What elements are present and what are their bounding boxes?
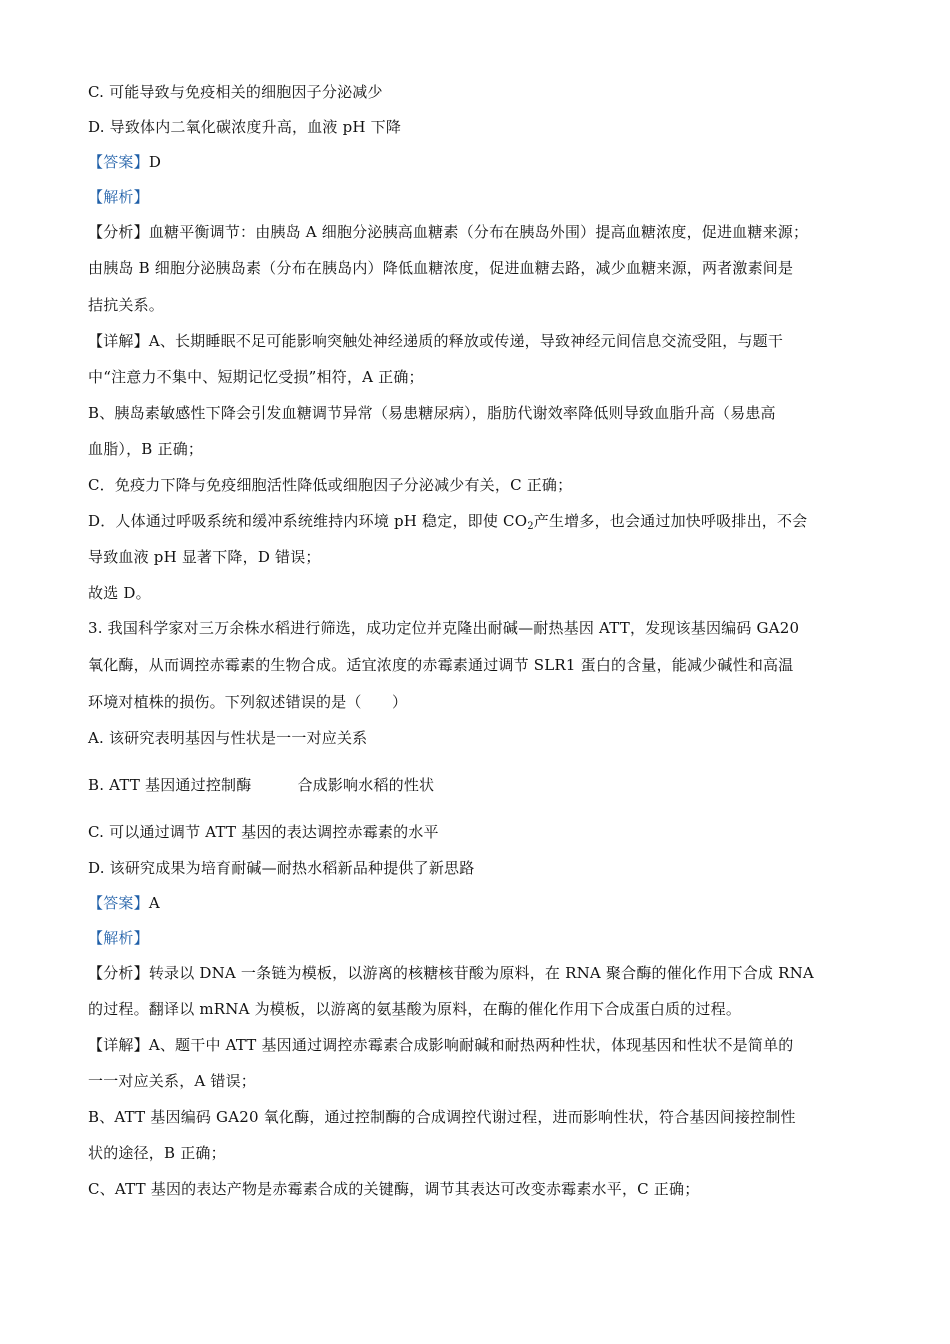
- detail-tag: 【详解】: [88, 332, 149, 350]
- q2-fenxi-line3: 拮抗关系。: [88, 296, 165, 314]
- q3-analysis-tag: 【解析】: [88, 929, 149, 947]
- q3-answer: [88, 893, 160, 913]
- q3-stem-line1: 3. 我国科学家对三万余株水稻进行筛选，成功定位并克隆出耐碱—耐热基因 ATT，发现该基因编码 GA20: [88, 619, 800, 637]
- q2-option-c: C. 可能导致与免疫相关的细胞因子分泌减少: [88, 83, 383, 101]
- q3-detail-b2: 状的途径，B 正确；: [88, 1144, 226, 1162]
- q3-fenxi-line1: 【分析】转录以 DNA 一条链为模板，以游离的核糖核苷酸为原料，在 RNA 聚合酶的催化作用下合成 RNA: [88, 964, 814, 982]
- q2-fenxi-line2: 由胰岛 B 细胞分泌胰岛素（分布在胰岛内）降低血糖浓度，促进血糖去路，减少血糖来源，两者激素间是: [88, 259, 794, 277]
- q2-analysis-tag: 【解析】: [88, 188, 149, 206]
- q3-fenxi-line2: 的过程。翻译以 mRNA 为模板，以游离的氨基酸为原料，在酶的催化作用下合成蛋白质的过程。: [88, 1000, 742, 1018]
- q3-detail-a2: 一一对应关系，A 错误；: [88, 1072, 257, 1090]
- q3-stem-line3: 环境对植株的损伤。下列叙述错误的是（ ）: [88, 693, 408, 711]
- q2-conclusion: 故选 D。: [88, 584, 151, 602]
- q2-option-d: D. 导致体内二氧化碳浓度升高，血液 pH 下降: [88, 118, 402, 136]
- detail-tag: 【详解】: [88, 1036, 149, 1054]
- q3-option-c: C. 可以通过调节 ATT 基因的表达调控赤霉素的水平: [88, 823, 439, 841]
- q2-detail-a2: 中“注意力不集中、短期记忆受损”相符，A 正确；: [88, 368, 424, 386]
- q3-option-b: B. ATT 基因通过控制酶 合成影响水稻的性状: [88, 776, 435, 794]
- answer-tag: 【答案】: [88, 153, 149, 171]
- q2-detail-a1: 【详解】A、长期睡眠不足可能影响突触处神经递质的释放或传递，导致神经元间信息交流受阻，与题干: [88, 332, 784, 350]
- q2-fenxi-line1: 【分析】血糖平衡调节：由胰岛 A 细胞分泌胰高血糖素（分布在胰岛外围）提高血糖浓度，促进血糖来源；: [88, 223, 809, 241]
- q3-option-a: A. 该研究表明基因与性状是一一对应关系: [88, 729, 368, 747]
- q2-detail-d2: 导致血液 pH 显著下降，D 错误；: [88, 548, 321, 566]
- co2-subscript: 2: [527, 521, 534, 532]
- fenxi-tag: 【分析】: [88, 223, 149, 241]
- q3-detail-a1: 【详解】A、题干中 ATT 基因通过调控赤霉素合成影响耐碱和耐热两种性状，体现基因和性状不是简单的: [88, 1036, 794, 1054]
- q2-detail-b2: 血脂），B 正确；: [88, 440, 204, 458]
- q3-detail-c: C、ATT 基因的表达产物是赤霉素合成的关键酶，调节其表达可改变赤霉素水平，C 正确；: [88, 1180, 700, 1198]
- q3-stem-line2: 氧化酶，从而调控赤霉素的生物合成。适宜浓度的赤霉素通过调节 SLR1 蛋白的含量，能减少碱性和高温: [88, 656, 794, 674]
- q3-detail-b1: B、ATT 基因编码 GA20 氧化酶，通过控制酶的合成调控代谢过程，进而影响性状，符合基因间接控制性: [88, 1108, 796, 1126]
- answer-tag: 【答案】: [88, 894, 149, 912]
- q3-option-d: D. 该研究成果为培育耐碱—耐热水稻新品种提供了新思路: [88, 859, 475, 877]
- answer-value: A: [148, 894, 160, 912]
- fenxi-tag: 【分析】: [88, 964, 149, 982]
- q2-answer: [88, 152, 161, 172]
- q2-detail-d1: D．人体通过呼吸系统和缓冲系统维持内环境 pH 稳定，即使 $CO_2$产生增多，也会通过加快呼吸排出，不会: [88, 512, 808, 532]
- answer-value: D: [148, 153, 162, 171]
- q2-detail-b1: B、胰岛素敏感性下降会引发血糖调节异常（易患糖尿病），脂肪代谢效率降低则导致血脂升高（易患高: [88, 404, 776, 422]
- q2-detail-c: C．免疫力下降与免疫细胞活性降低或细胞因子分泌减少有关，C 正确；: [88, 476, 573, 494]
